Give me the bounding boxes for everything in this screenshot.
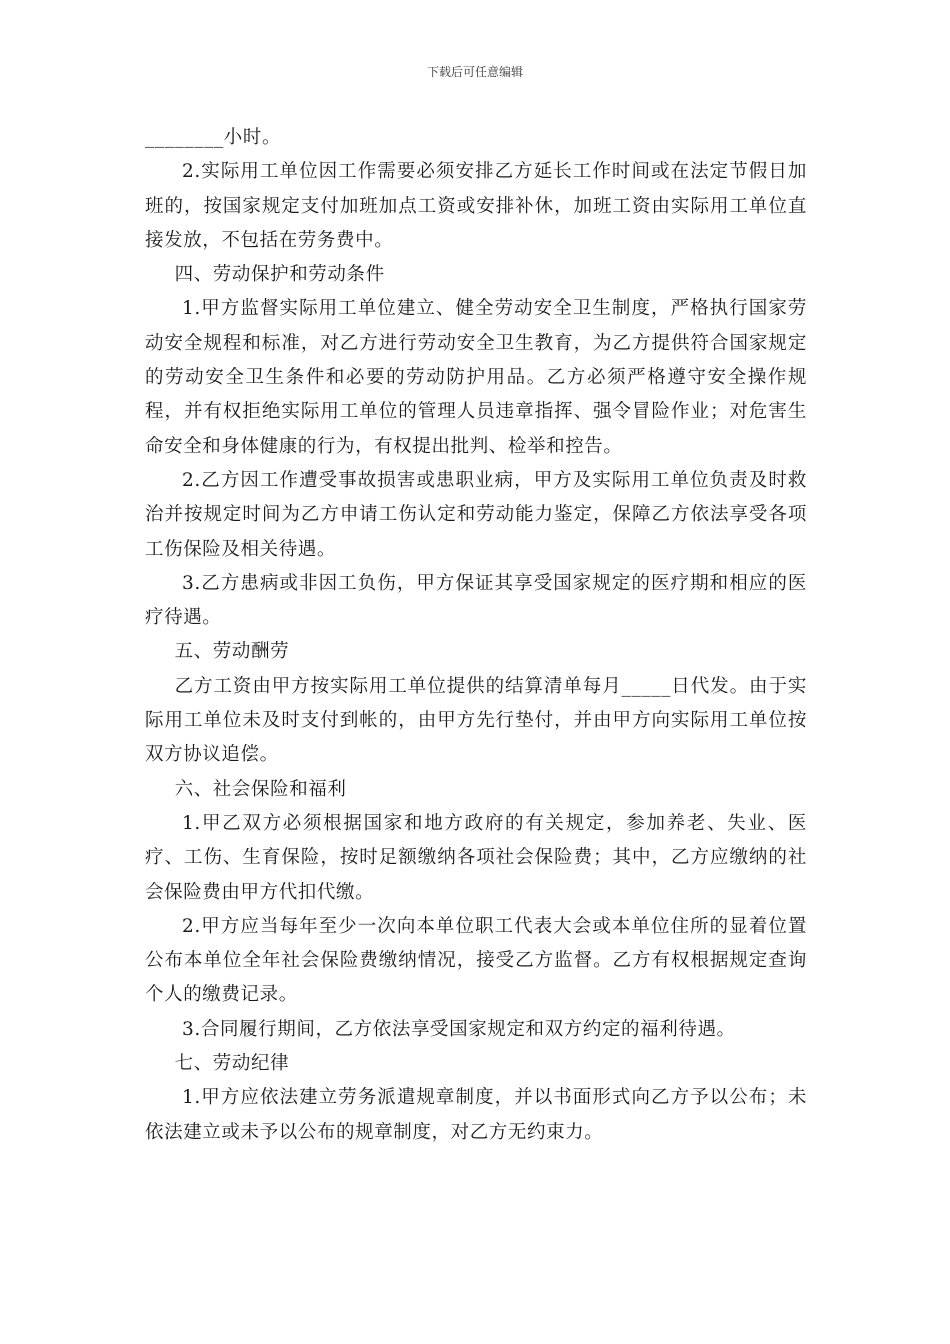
paragraph-overtime: 2.实际用工单位因工作需要必须安排乙方延长工作时间或在法定节假日加班的，按国家规定支付加班加点工资或安排补休，加班工资由实际用工单位直接发放，不包括在劳务费中。 [145, 161, 807, 251]
paragraph-insurance-disclosure: 2.甲方应当每年至少一次向本单位职工代表大会或本单位住所的显着位置公布本单位全年社会保险费缴纳情况，接受乙方监督。乙方有权根据规定查询个人的缴费记录。 [145, 915, 807, 1006]
section-heading-remuneration: 五、劳动酬劳 [174, 641, 290, 663]
document-body [145, 121, 807, 1150]
paragraph-wage-payment: 乙方工资由甲方按实际用工单位提供的结算清单每月_____日代发。由于实际用工单位未及时支付到帐的，由甲方先行垫付，并由甲方向实际用工单位按双方协议追偿。 [145, 675, 807, 766]
section-heading-labor-protection: 四、劳动保护和劳动条件 [174, 264, 385, 286]
paragraph-regulations: 1.甲方应依法建立劳务派遣规章制度，并以书面形式向乙方予以公布；未依法建立或未予以公布的规章制度，对乙方无约束力。 [145, 1087, 807, 1143]
section-heading-social-insurance: 六、社会保险和福利 [174, 778, 347, 800]
paragraph-work-injury: 2.乙方因工作遭受事故损害或患职业病，甲方及实际用工单位负责及时救治并按规定时间为乙方申请工伤认定和劳动能力鉴定，保障乙方依法享受各项工伤保险及相关待遇。 [145, 469, 807, 560]
paragraph-hours-blank: ________小时。 [145, 127, 282, 148]
section-heading-labor-discipline: 七、劳动纪律 [174, 1053, 290, 1075]
paragraph-welfare: 3.合同履行期间，乙方依法享受国家规定和双方约定的福利待遇。 [182, 1018, 736, 1040]
paragraph-safety-system: 1.甲方监督实际用工单位建立、健全劳动安全卫生制度，严格执行国家劳动安全规程和标准，对乙方进行劳动安全卫生教育，为乙方提供符合国家规定的劳动安全卫生条件和必要的劳动防护用品。乙方必须严格遵守安全操作规程，并有权拒绝实际用工单位的管理人员违章指挥、强令冒险作业；对危害生命安全和身体健康的行为，有权提出批判、检举和控告。 [145, 298, 807, 457]
paragraph-insurance-contribution: 1.甲乙双方必须根据国家和地方政府的有关规定，参加养老、失业、医疗、工伤、生育保险，按时足额缴纳各项社会保险费；其中，乙方应缴纳的社会保险费由甲方代扣代缴。 [145, 812, 807, 903]
page-header-note: 下载后可任意编辑 [426, 65, 523, 79]
paragraph-sick-leave: 3.乙方患病或非因工负伤，甲方保证其享受国家规定的医疗期和相应的医疗待遇。 [145, 572, 807, 629]
